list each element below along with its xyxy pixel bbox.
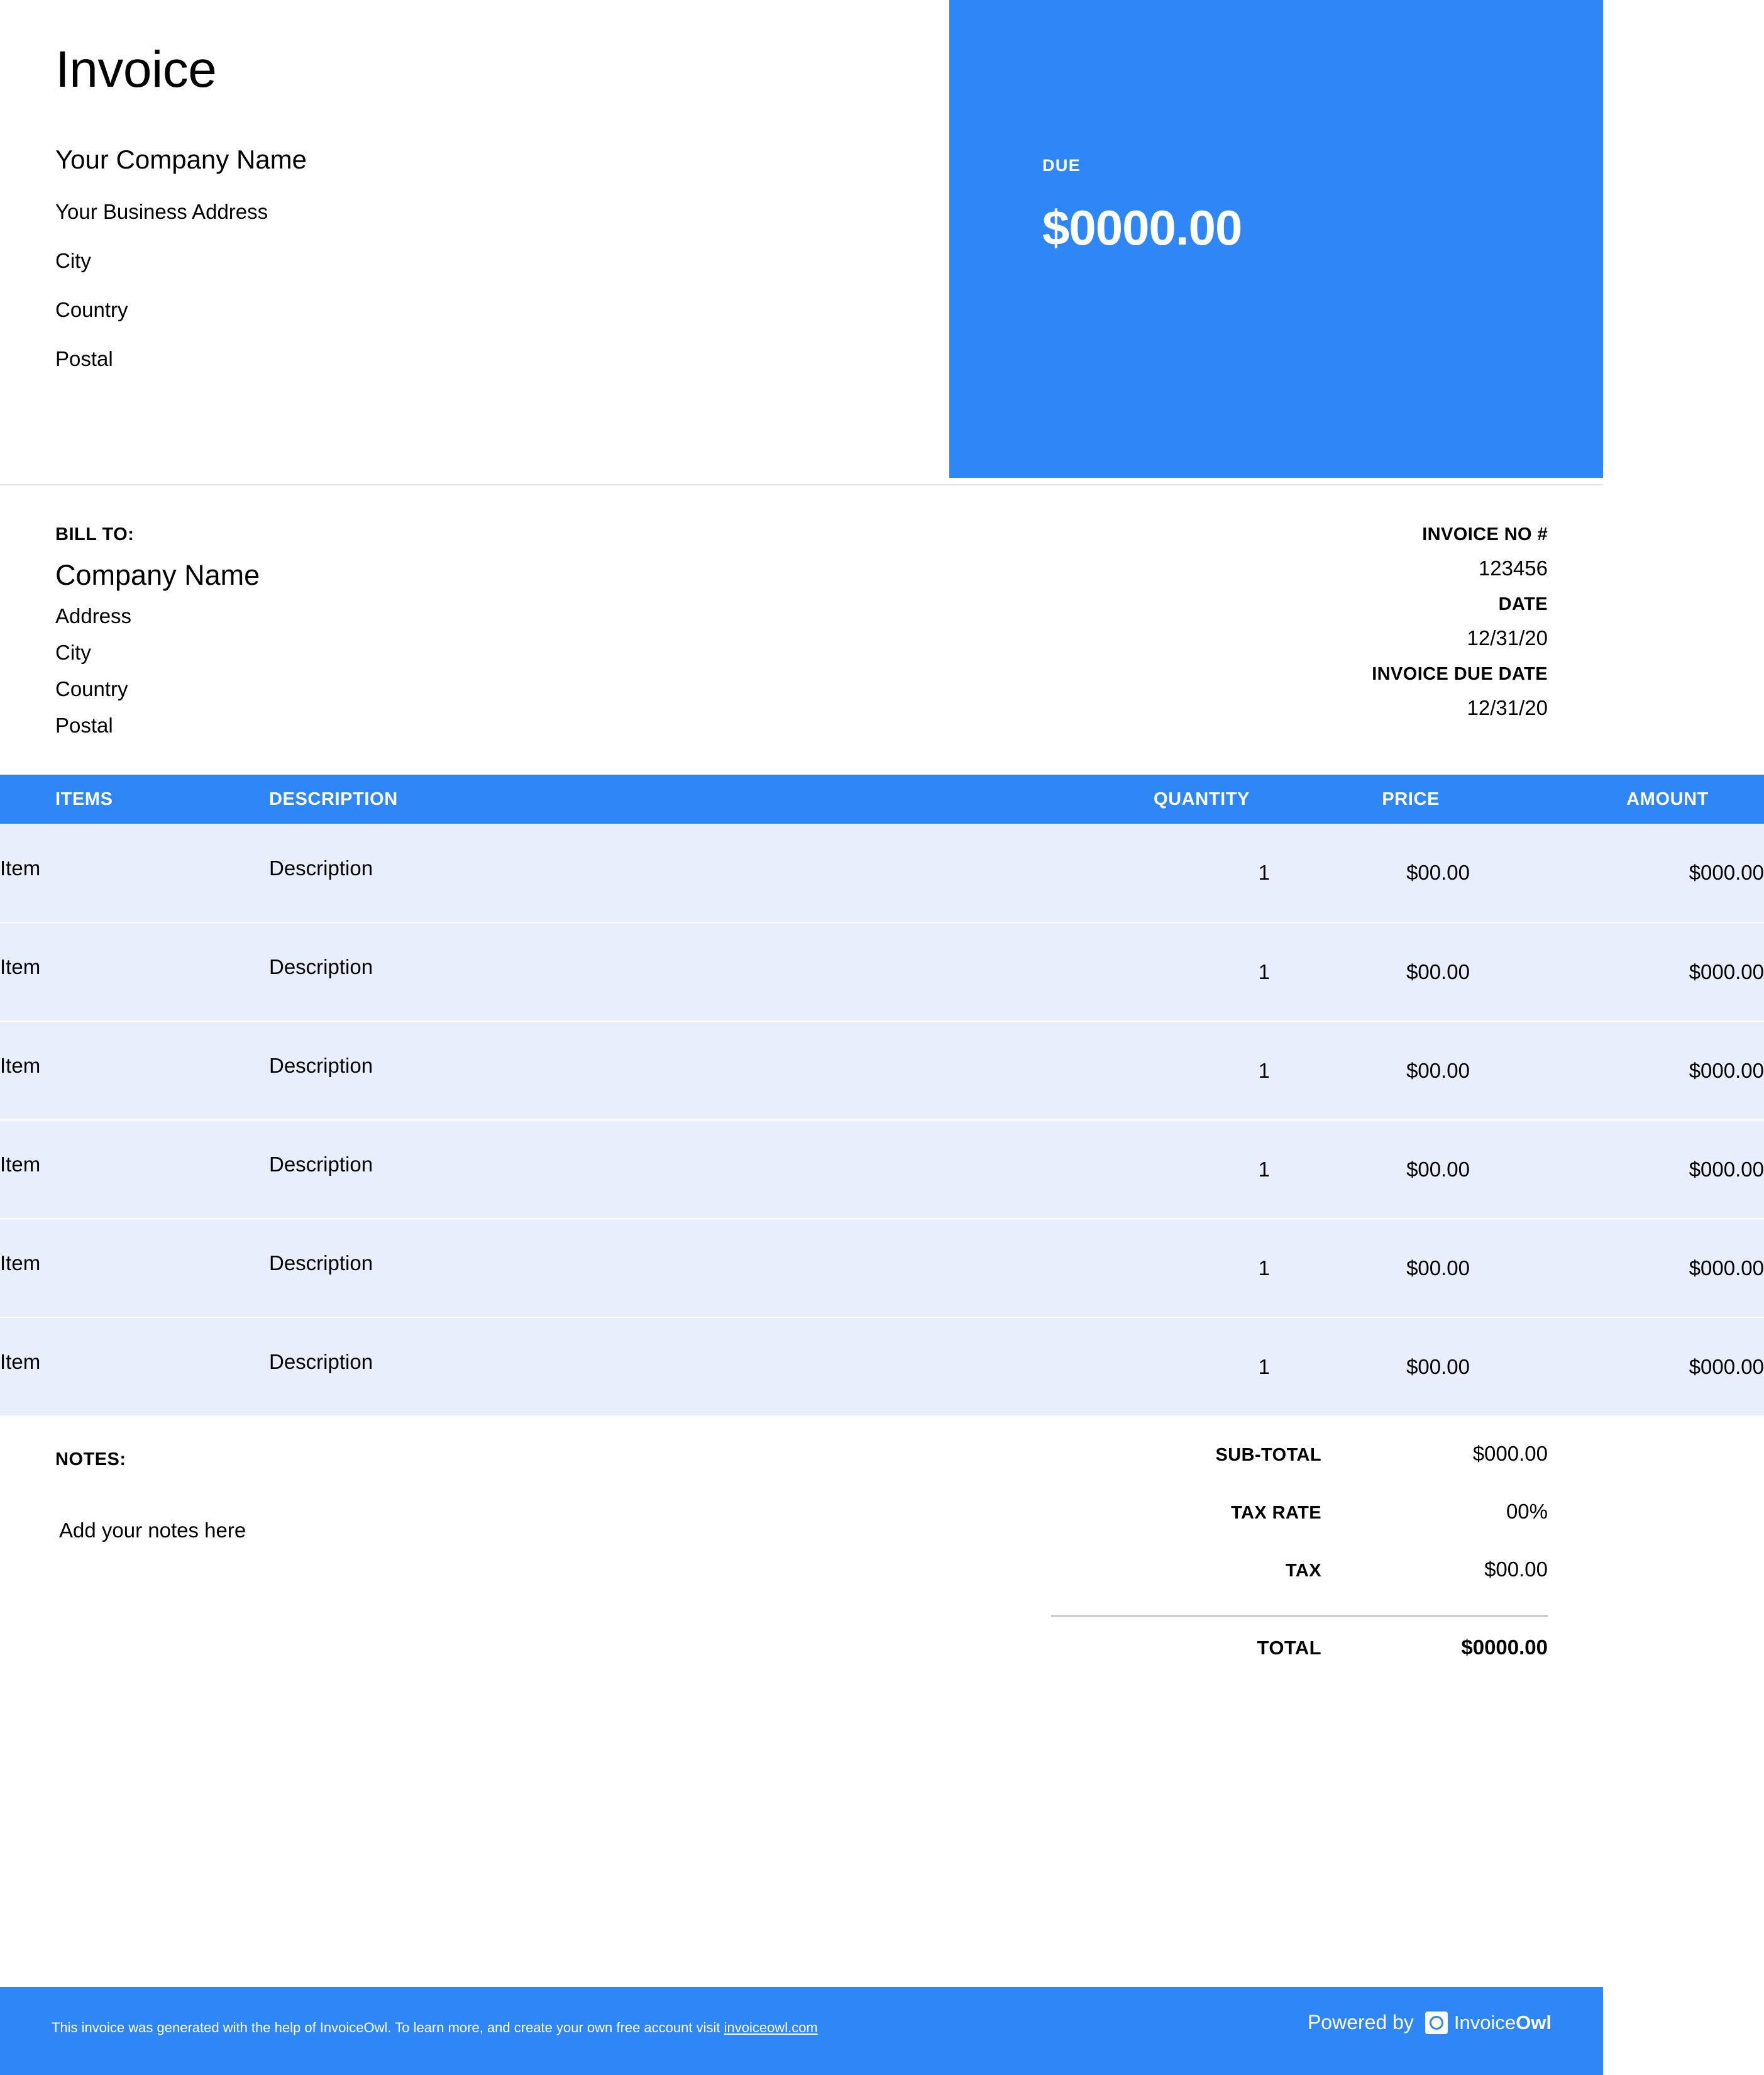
row-amount: $000.00 (1689, 1354, 1764, 1378)
sender-country-line: Country (55, 298, 128, 321)
invoice-due-date-label: INVOICE DUE DATE (1372, 664, 1548, 684)
invoice-meta-block (982, 524, 1548, 734)
tax-rate-row (1051, 1500, 1548, 1524)
row-price: $00.00 (1406, 1256, 1470, 1280)
table-header-row (0, 775, 1764, 824)
grand-total-label: TOTAL (1257, 1637, 1321, 1659)
row-quantity: 1 (1258, 960, 1270, 983)
bill-to-company: Company Name (55, 559, 260, 591)
tax-rate-label: TAX RATE (1231, 1503, 1321, 1523)
row-item: Item (0, 955, 41, 978)
row-price: $00.00 (1406, 960, 1470, 983)
page-title: Invoice (55, 41, 217, 98)
bill-to-section (0, 485, 1603, 775)
row-description: Description (269, 1153, 373, 1176)
sender-company-name: Your Company Name (55, 145, 307, 174)
invoice-no-value: 123456 (1478, 556, 1548, 580)
sender-city-line: City (55, 249, 91, 272)
tax-label: TAX (1285, 1561, 1321, 1581)
totals-divider (1051, 1615, 1548, 1617)
row-quantity: 1 (1258, 861, 1270, 884)
row-amount: $000.00 (1689, 1058, 1764, 1082)
bill-to-country: Country (55, 677, 128, 700)
brand-second: Owl (1516, 2011, 1552, 2034)
row-description: Description (269, 856, 373, 880)
row-price: $00.00 (1406, 1157, 1470, 1181)
brand-first: Invoice (1453, 2011, 1516, 2034)
invoice-header (0, 0, 1603, 485)
row-quantity: 1 (1258, 1157, 1270, 1181)
powered-by-block (1308, 2011, 1552, 2034)
column-header-description: DESCRIPTION (269, 775, 1049, 824)
row-description: Description (269, 955, 373, 978)
invoice-date-label: DATE (1498, 594, 1548, 614)
tax-value: $00.00 (1484, 1558, 1548, 1581)
invoiceowl-logo (1425, 2011, 1552, 2034)
row-item: Item (0, 1350, 41, 1373)
footer-note (52, 2020, 818, 2036)
row-item: Item (0, 856, 41, 880)
row-price: $00.00 (1406, 1058, 1470, 1082)
amount-due-panel (949, 0, 1603, 478)
row-item: Item (0, 1153, 41, 1176)
row-amount: $000.00 (1689, 1157, 1764, 1181)
column-header-items: ITEMS (0, 775, 269, 824)
row-quantity: 1 (1258, 1354, 1270, 1378)
row-description: Description (269, 1054, 373, 1077)
row-item: Item (0, 1054, 41, 1077)
row-price: $00.00 (1406, 861, 1470, 884)
grand-total-value: $0000.00 (1461, 1635, 1548, 1659)
powered-by-label: Powered by (1307, 2011, 1414, 2034)
tax-rate-value: 00% (1506, 1500, 1548, 1523)
grand-total-row (1051, 1635, 1548, 1659)
subtotal-label: SUB-TOTAL (1215, 1445, 1321, 1465)
table-row (0, 1120, 1764, 1219)
bill-to-address: Address (55, 604, 132, 628)
table-header (0, 775, 1764, 824)
table-row (0, 922, 1764, 1021)
footer-note-text: This invoice was generated with the help of InvoiceOwl. To learn more, and create your own free account visit (52, 2020, 724, 2035)
invoice-due-date-value: 12/31/20 (1467, 696, 1548, 719)
subtotal-value: $000.00 (1472, 1442, 1548, 1465)
subtotal-row (1051, 1442, 1548, 1466)
invoice-date-value: 12/31/20 (1467, 626, 1548, 650)
row-price: $00.00 (1406, 1354, 1470, 1378)
column-header-amount: AMOUNT (1470, 775, 1764, 824)
invoice-footer (0, 1987, 1603, 2075)
sender-address-line: Your Business Address (55, 200, 268, 223)
bill-to-label: BILL TO: (55, 524, 135, 545)
row-quantity: 1 (1258, 1256, 1270, 1280)
column-header-quantity: QUANTITY (1049, 775, 1270, 824)
tax-row (1051, 1558, 1548, 1581)
row-amount: $000.00 (1689, 960, 1764, 983)
line-items-table (0, 775, 1764, 1417)
row-description: Description (269, 1251, 373, 1275)
totals-block (1051, 1442, 1548, 1693)
notes-body: Add your notes here (59, 1519, 246, 1542)
footer-link[interactable]: invoiceowl.com (724, 2020, 818, 2035)
row-description: Description (269, 1350, 373, 1373)
row-amount: $000.00 (1689, 1256, 1764, 1280)
bill-to-postal: Postal (55, 714, 113, 737)
table-row (0, 824, 1764, 922)
header-sender-block (0, 0, 949, 484)
table-row (0, 1317, 1764, 1416)
amount-due-value: $0000.00 (1042, 200, 1242, 255)
sender-postal-line: Postal (55, 347, 113, 370)
table-row (0, 1021, 1764, 1120)
row-quantity: 1 (1258, 1058, 1270, 1082)
bill-to-city: City (55, 641, 91, 664)
owl-icon (1425, 2011, 1448, 2034)
notes-and-totals (0, 1417, 1603, 1825)
table-body (0, 824, 1764, 1416)
bill-to-block (55, 524, 810, 750)
row-amount: $000.00 (1689, 861, 1764, 884)
brand-wordmark (1454, 2011, 1552, 2034)
column-header-price: PRICE (1270, 775, 1470, 824)
invoice-no-label: INVOICE NO # (1422, 524, 1548, 545)
notes-label: NOTES: (55, 1449, 126, 1469)
amount-due-label: DUE (1042, 156, 1081, 175)
row-item: Item (0, 1251, 41, 1275)
table-row (0, 1219, 1764, 1317)
